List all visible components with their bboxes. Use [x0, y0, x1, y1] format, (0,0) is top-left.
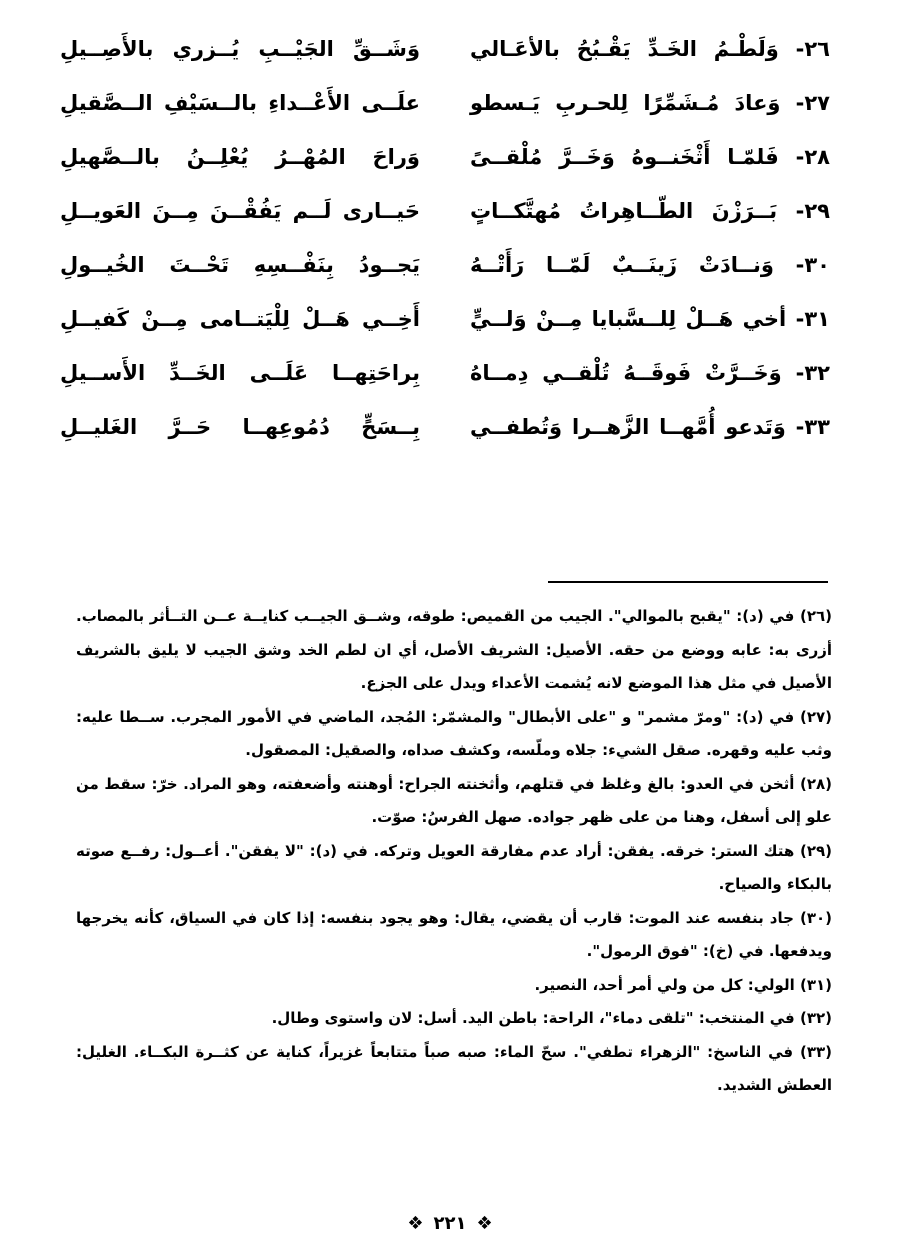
verse-first-hemistich: ٣٢- وَخَــرَّتْ فَوقَــهُ تُلْقــي دِمــاهُ [470, 361, 830, 385]
verse-second-hemistich: وَراحَ المُهْــرُ يُعْلِــنُ بالــصَّهيلِ [60, 145, 420, 169]
verse-first-hemistich: ٢٦- وَلَطْـمُ الخَـدِّ يَقْـبُحُ بالأعَـالي [470, 37, 830, 61]
verse-second-hemistich: يَجــودُ بِنَفْــسِهِ تَحْــتَ الخُيــولِ [60, 253, 420, 277]
footnote-separator [548, 581, 828, 583]
page-number: ٢٢١ [433, 1212, 467, 1234]
footnote: (٣١) الولي: كل من ولي أمر أحد، النصير. [534, 975, 832, 994]
ornament-right-icon: ❖ [407, 1212, 424, 1234]
footnote: (٣٠) جاد بنفسه عند الموت: قارب أن يقضي، يقال: وهو يجود بنفسه: إذا كان في السياق، كأنه يخرجها ويدفعها. في (خ): "فوق الرمول". [76, 908, 832, 960]
ornament-left-icon: ❖ [476, 1212, 493, 1234]
verse-first-hemistich: ٢٩- بَــرَزْنَ الطّــاهِراتُ مُهتَّكــاتٍ [470, 199, 830, 223]
footnote: (٣٣) في الناسخ: "الزهراء تطفي". سحّ الماء: صبه صباً متتابعاً غزيراً، كناية عن كثــرة البكــاء. الغليل: العطش الشديد. [76, 1042, 832, 1094]
verse-first-hemistich: ٢٧- وَعادَ مُـشَمِّرًا لِلحـربِ يَـسطو [470, 91, 830, 115]
poem [60, 28, 830, 460]
poem-verse [60, 406, 830, 460]
poem-verse [60, 244, 830, 298]
verse-second-hemistich: حَيــارى لَــم يَفُقْــنَ مِــنَ العَويــلِ [60, 199, 420, 223]
footnote: (٢٩) هتك الستر: خرقه. يفقن: أراد عدم مفارقة العويل وتركه. في (د): "لا يفقن". أعــول: رفــع صوته بالبكاء والصياح. [76, 841, 832, 893]
poem-verse [60, 82, 830, 136]
verse-second-hemistich: وَشَــقِّ الجَيْــبِ يُــزري بالأَصِــيلِ [60, 37, 420, 61]
poem-verse [60, 136, 830, 190]
footnote: (٢٦) في (د): "يقبح بالموالي". الجيب من القميص: طوقه، وشــق الجيــب كنايــة عــن التــأثر بالمصاب. أزرى به: عابه ووضع من حقه. الأصيل: الشريف الأصل، أي ان لطم الخد وشق الجيب لا يليق بالشريف الأصيل في مثل هذا الموضع لانه يُشمت الأعداء ويدل على الجزع. [76, 607, 832, 692]
footnote: (٢٨) أثخن في العدو: بالغ وغلظ في قتلهم، وأثخنته الجراح: أوهنته وأضعفته، وهو المراد. خرّ: سقط من علو إلى أسفل، وهنا من على ظهر جواده. صهل الفرسُ: صوّت. [76, 774, 832, 826]
verse-second-hemistich: بِراحَتِهــا عَلَــى الخَــدِّ الأَســيلِ [60, 361, 420, 385]
verse-first-hemistich: ٣١- أخي هَــلْ لِلــسَّبايا مِــنْ وَلــيٍّ [470, 307, 830, 331]
verse-second-hemistich: أَخِــي هَــلْ لِلْيَتــامى مِــنْ كَفيــلِ [60, 307, 420, 331]
verse-first-hemistich: ٣٣- وَتَدعو أُمَّهــا الزَّهــرا وَتُطفــي [470, 415, 830, 439]
poem-verse [60, 352, 830, 406]
footnote: (٣٢) في المنتخب: "تلقى دماء"، الراحة: باطن اليد. أسل: لان واستوى وطال. [271, 1009, 832, 1027]
verse-second-hemistich: بِــسَحٍّ دُمُوعِهــا حَــرَّ الغَليــلِ [60, 415, 420, 439]
verse-second-hemistich: علَــى الأَعْــداءِ بالــسَيْفِ الــصَّقيلِ [60, 91, 420, 115]
verse-first-hemistich: ٢٨- فَلمّـا أَثْخَنــوهُ وَخَــرَّ مُلْقــىً [470, 145, 830, 169]
footnote: (٢٧) في (د): "ومرّ مشمر" و "على الأبطال" والمشمّر: المُجد، الماضي في الأمور المجرب. ســطا عليه: وثب عليه وقهره. صقل الشيء: جلاه وملّسه، وكشف صداه، والصقيل: المصقول. [76, 707, 832, 759]
poem-verse [60, 190, 830, 244]
verse-first-hemistich: ٣٠- وَنــادَتْ زَينَــبٌ لَمّــا رَأَتْــهُ [470, 253, 830, 277]
poem-verse [60, 298, 830, 352]
footnotes [76, 600, 832, 1103]
page-number-block [400, 1208, 500, 1238]
poem-verse [60, 28, 830, 82]
